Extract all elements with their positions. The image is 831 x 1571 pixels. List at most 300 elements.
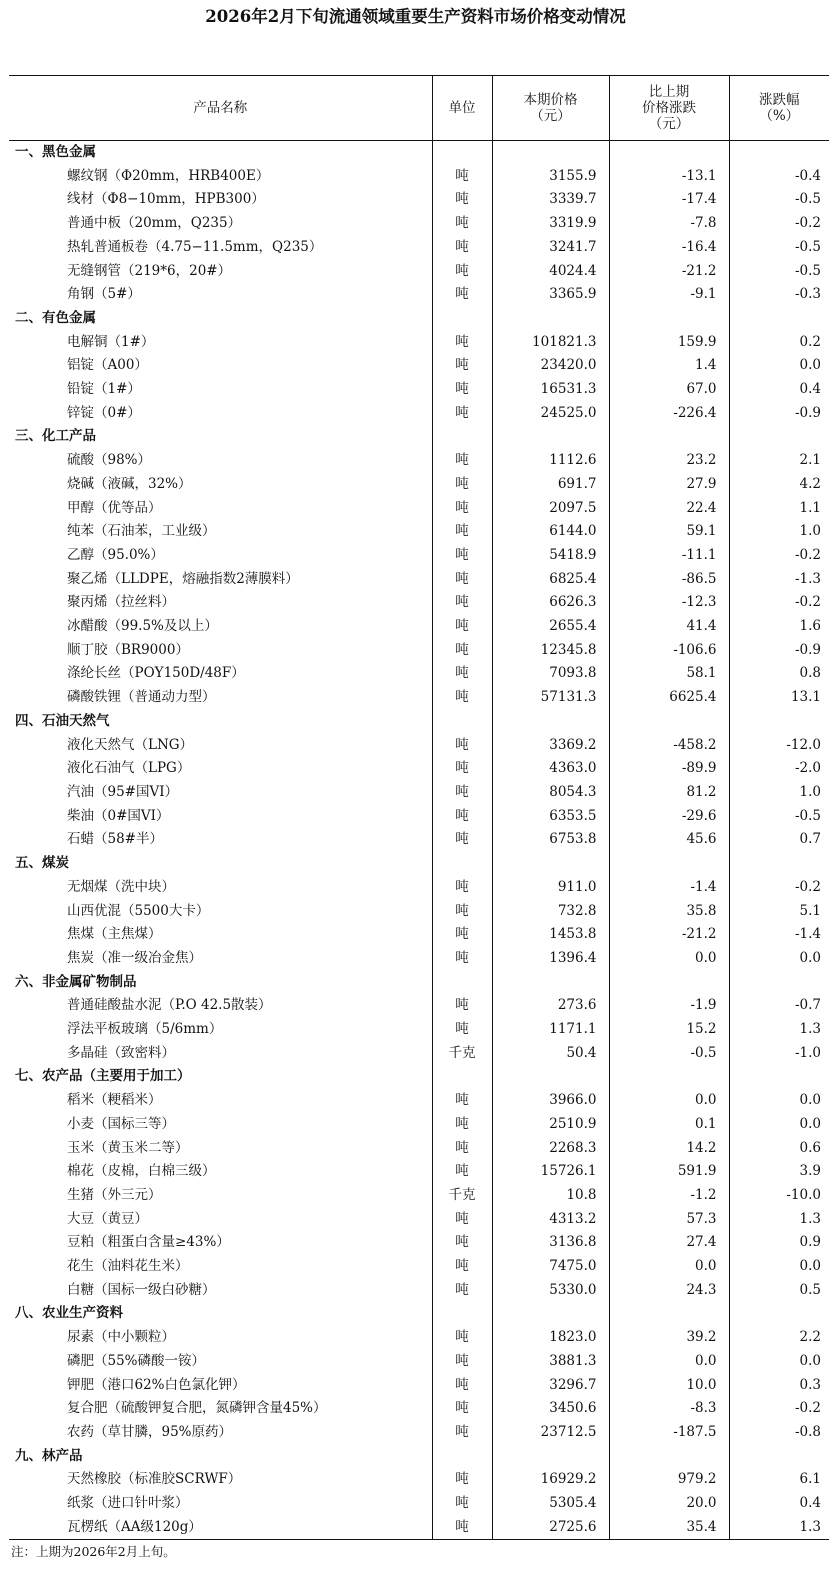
product-change: 0.0 <box>609 1350 729 1374</box>
product-price: 6353.5 <box>492 805 609 829</box>
product-unit: 吨 <box>432 260 492 284</box>
product-percent: 0.0 <box>729 1255 829 1279</box>
product-unit: 吨 <box>432 805 492 829</box>
page-title: 2026年2月下旬流通领域重要生产资料市场价格变动情况 <box>205 7 626 26</box>
category-unit-cell <box>432 141 492 165</box>
product-percent: 0.0 <box>729 1350 829 1374</box>
product-change: -21.2 <box>609 260 729 284</box>
table-row <box>9 662 829 686</box>
product-name: 稻米（粳稻米） <box>67 1092 162 1109</box>
table-row <box>9 378 829 402</box>
product-unit: 吨 <box>432 1018 492 1042</box>
product-change: 6625.4 <box>609 686 729 710</box>
category-unit-cell <box>432 710 492 734</box>
product-percent: -1.0 <box>729 1042 829 1066</box>
table-row <box>9 1350 829 1374</box>
product-name: 锌锭（0#） <box>67 404 141 421</box>
category-row <box>9 1445 829 1469</box>
product-name: 生猪（外三元） <box>67 1186 162 1203</box>
product-unit: 吨 <box>432 165 492 189</box>
product-price: 24525.0 <box>492 402 609 426</box>
product-percent: 1.1 <box>729 497 829 521</box>
category-change-cell <box>609 1065 729 1089</box>
product-unit: 吨 <box>432 686 492 710</box>
product-unit: 吨 <box>432 378 492 402</box>
table-row <box>9 947 829 971</box>
product-percent: -0.8 <box>729 1421 829 1445</box>
product-name: 豆粕（粗蛋白含量≥43%） <box>67 1234 230 1251</box>
product-price: 732.8 <box>492 900 609 924</box>
category-percent-cell <box>729 141 829 165</box>
category-unit-cell <box>432 307 492 331</box>
table-row <box>9 1137 829 1161</box>
category-price-cell <box>492 852 609 876</box>
category-row <box>9 1065 829 1089</box>
header-product-name-text: 产品名称 <box>193 100 248 116</box>
product-change: -29.6 <box>609 805 729 829</box>
product-change: 159.9 <box>609 331 729 355</box>
category-row <box>9 852 829 876</box>
product-unit: 吨 <box>432 402 492 426</box>
product-percent: 0.2 <box>729 331 829 355</box>
category-change-cell <box>609 1445 729 1469</box>
product-unit: 吨 <box>432 331 492 355</box>
product-percent: 1.3 <box>729 1516 829 1540</box>
table-row <box>9 1184 829 1208</box>
table-row <box>9 188 829 212</box>
category-price-cell <box>492 1445 609 1469</box>
product-change: 41.4 <box>609 615 729 639</box>
product-change: 45.6 <box>609 828 729 852</box>
product-percent: 2.2 <box>729 1326 829 1350</box>
header-price-line-1: 本期价格 <box>523 92 578 108</box>
product-name: 汽油（95#国VI） <box>67 783 179 800</box>
product-name: 冰醋酸（99.5%及以上） <box>67 618 218 635</box>
category-price-cell <box>492 1065 609 1089</box>
product-change: 35.8 <box>609 900 729 924</box>
product-percent: 6.1 <box>729 1468 829 1492</box>
product-price: 6626.3 <box>492 591 609 615</box>
product-unit: 吨 <box>432 1516 492 1540</box>
table-row <box>9 1374 829 1398</box>
product-price: 12345.8 <box>492 639 609 663</box>
product-change: 15.2 <box>609 1018 729 1042</box>
table-row <box>9 900 829 924</box>
product-change: 0.1 <box>609 1113 729 1137</box>
product-unit: 吨 <box>432 544 492 568</box>
product-unit: 吨 <box>432 1326 492 1350</box>
product-unit: 吨 <box>432 1279 492 1303</box>
product-percent: -0.2 <box>729 876 829 900</box>
product-unit: 吨 <box>432 1397 492 1421</box>
product-change: 81.2 <box>609 781 729 805</box>
table-row <box>9 1231 829 1255</box>
product-name: 磷肥（55%磷酸一铵） <box>67 1352 206 1369</box>
product-percent: 1.6 <box>729 615 829 639</box>
product-unit: 吨 <box>432 520 492 544</box>
product-name: 液化天然气（LNG） <box>67 736 194 753</box>
category-change-cell <box>609 971 729 995</box>
product-name: 玉米（黄玉米二等） <box>67 1139 189 1156</box>
table-row <box>9 615 829 639</box>
product-unit: 吨 <box>432 1231 492 1255</box>
table-row <box>9 1018 829 1042</box>
product-name: 液化石油气（LPG） <box>67 760 191 777</box>
product-percent: -0.9 <box>729 402 829 426</box>
product-percent: -0.7 <box>729 994 829 1018</box>
table-row <box>9 828 829 852</box>
product-unit: 吨 <box>432 639 492 663</box>
product-change: 39.2 <box>609 1326 729 1350</box>
product-unit: 吨 <box>432 1089 492 1113</box>
product-change: -86.5 <box>609 568 729 592</box>
product-unit: 吨 <box>432 615 492 639</box>
product-unit: 吨 <box>432 1137 492 1161</box>
product-percent: 2.1 <box>729 449 829 473</box>
category-percent-cell <box>729 1065 829 1089</box>
category-name: 一、黑色金属 <box>15 144 96 160</box>
product-unit: 吨 <box>432 947 492 971</box>
product-change: -12.3 <box>609 591 729 615</box>
category-price-cell <box>492 307 609 331</box>
product-name: 聚丙烯（拉丝料） <box>67 594 175 611</box>
table-row <box>9 1255 829 1279</box>
header-percent-line-2: （%） <box>759 108 800 124</box>
header-price-line-2: （元） <box>530 108 571 124</box>
product-unit: 吨 <box>432 1255 492 1279</box>
category-name: 九、林产品 <box>15 1447 83 1464</box>
table-row <box>9 591 829 615</box>
product-name: 尿素（中小颗粒） <box>67 1329 175 1346</box>
category-row <box>9 425 829 449</box>
category-percent-cell <box>729 710 829 734</box>
table-row <box>9 1042 829 1066</box>
product-change: 27.4 <box>609 1231 729 1255</box>
product-price: 1823.0 <box>492 1326 609 1350</box>
category-percent-cell <box>729 1445 829 1469</box>
product-name: 农药（草甘膦，95%原药） <box>67 1423 233 1440</box>
product-percent: -0.2 <box>729 544 829 568</box>
product-price: 691.7 <box>492 473 609 497</box>
product-unit: 吨 <box>432 188 492 212</box>
category-price-cell <box>492 425 609 449</box>
product-change: -11.1 <box>609 544 729 568</box>
category-row <box>9 141 829 165</box>
category-change-cell <box>609 141 729 165</box>
table-row <box>9 1516 829 1540</box>
table-row <box>9 923 829 947</box>
product-unit: 吨 <box>432 1421 492 1445</box>
product-percent: -0.3 <box>729 283 829 307</box>
product-percent: 0.9 <box>729 1231 829 1255</box>
product-change: 1.4 <box>609 354 729 378</box>
product-change: 57.3 <box>609 1208 729 1232</box>
product-name: 复合肥（硫酸钾复合肥，氮磷钾含量45%） <box>67 1400 327 1417</box>
product-unit: 吨 <box>432 497 492 521</box>
category-row <box>9 710 829 734</box>
category-row <box>9 971 829 995</box>
header-change-line-3: （元） <box>648 116 690 132</box>
product-price: 5418.9 <box>492 544 609 568</box>
table-row <box>9 544 829 568</box>
product-price: 3319.9 <box>492 212 609 236</box>
category-unit-cell <box>432 1302 492 1326</box>
product-percent: 1.3 <box>729 1018 829 1042</box>
product-unit: 吨 <box>432 1160 492 1184</box>
product-unit: 吨 <box>432 876 492 900</box>
product-unit: 吨 <box>432 212 492 236</box>
product-change: -21.2 <box>609 923 729 947</box>
product-price: 1453.8 <box>492 923 609 947</box>
product-percent: 1.0 <box>729 520 829 544</box>
product-unit: 吨 <box>432 1350 492 1374</box>
category-name: 五、煤炭 <box>15 855 69 872</box>
table-row <box>9 568 829 592</box>
product-unit: 吨 <box>432 449 492 473</box>
product-percent: 0.4 <box>729 378 829 402</box>
product-unit: 吨 <box>432 236 492 260</box>
product-name: 钾肥（港口62%白色氯化钾） <box>67 1376 246 1393</box>
product-name: 电解铜（1#） <box>67 333 155 350</box>
product-price: 1171.1 <box>492 1018 609 1042</box>
category-price-cell <box>492 971 609 995</box>
category-name: 三、化工产品 <box>15 428 96 445</box>
product-change: -226.4 <box>609 402 729 426</box>
product-change: -13.1 <box>609 165 729 189</box>
table-row <box>9 1397 829 1421</box>
product-name: 磷酸铁锂（普通动力型） <box>67 689 216 706</box>
table-row <box>9 805 829 829</box>
product-price: 7475.0 <box>492 1255 609 1279</box>
product-unit: 吨 <box>432 1468 492 1492</box>
product-percent: -0.4 <box>729 165 829 189</box>
product-change: 10.0 <box>609 1374 729 1398</box>
product-percent: -1.4 <box>729 923 829 947</box>
category-row <box>9 1302 829 1326</box>
category-unit-cell <box>432 425 492 449</box>
category-name: 四、石油天然气 <box>15 712 110 729</box>
product-name: 顺丁胶（BR9000） <box>67 641 189 658</box>
product-price: 3450.6 <box>492 1397 609 1421</box>
product-percent: 0.6 <box>729 1137 829 1161</box>
product-unit: 吨 <box>432 900 492 924</box>
product-change: 14.2 <box>609 1137 729 1161</box>
table-row <box>9 1492 829 1516</box>
category-name: 二、有色金属 <box>15 309 96 326</box>
category-percent-cell <box>729 1302 829 1326</box>
product-unit: 吨 <box>432 757 492 781</box>
product-change: 27.9 <box>609 473 729 497</box>
product-unit: 吨 <box>432 828 492 852</box>
product-unit: 吨 <box>432 994 492 1018</box>
product-change: 591.9 <box>609 1160 729 1184</box>
category-change-cell <box>609 307 729 331</box>
table-row <box>9 781 829 805</box>
product-price: 57131.3 <box>492 686 609 710</box>
product-unit: 吨 <box>432 1374 492 1398</box>
product-percent: 5.1 <box>729 900 829 924</box>
product-percent: 0.0 <box>729 1089 829 1113</box>
product-price: 5305.4 <box>492 1492 609 1516</box>
table-row <box>9 757 829 781</box>
table-row <box>9 876 829 900</box>
product-unit: 吨 <box>432 781 492 805</box>
category-change-cell <box>609 710 729 734</box>
product-price: 2655.4 <box>492 615 609 639</box>
product-change: -0.5 <box>609 1042 729 1066</box>
product-name: 纯苯（石油苯，工业级） <box>67 523 216 540</box>
product-unit: 吨 <box>432 473 492 497</box>
product-percent: 0.4 <box>729 1492 829 1516</box>
table-row <box>9 1160 829 1184</box>
product-price: 3136.8 <box>492 1231 609 1255</box>
category-price-cell <box>492 1302 609 1326</box>
product-name: 乙醇（95.0%） <box>67 546 164 563</box>
product-name: 天然橡胶（标准胶SCRWF） <box>67 1471 242 1488</box>
product-change: -17.4 <box>609 188 729 212</box>
product-price: 1112.6 <box>492 449 609 473</box>
category-unit-cell <box>432 852 492 876</box>
product-unit: 吨 <box>432 1113 492 1137</box>
product-name: 小麦（国标三等） <box>67 1115 175 1132</box>
product-price: 16929.2 <box>492 1468 609 1492</box>
table-row <box>9 449 829 473</box>
product-price: 101821.3 <box>492 331 609 355</box>
product-name: 线材（Φ8−10mm，HPB300） <box>67 191 265 208</box>
product-percent: 3.9 <box>729 1160 829 1184</box>
footnote: 注：上期为2026年2月上旬。 <box>11 1544 176 1559</box>
product-percent: 0.0 <box>729 947 829 971</box>
product-name: 焦煤（主焦煤） <box>67 926 162 943</box>
product-price: 50.4 <box>492 1042 609 1066</box>
category-name: 六、非金属矿物制品 <box>15 973 137 990</box>
table-row <box>9 1326 829 1350</box>
product-name: 无烟煤（洗中块） <box>67 878 175 895</box>
product-change: -1.2 <box>609 1184 729 1208</box>
product-change: 22.4 <box>609 497 729 521</box>
price-table <box>9 75 829 1540</box>
product-change: -8.3 <box>609 1397 729 1421</box>
product-price: 3966.0 <box>492 1089 609 1113</box>
product-name: 涤纶长丝（POY150D/48F） <box>67 665 245 682</box>
product-percent: 4.2 <box>729 473 829 497</box>
product-percent: 0.0 <box>729 1113 829 1137</box>
product-change: 0.0 <box>609 1089 729 1113</box>
product-change: 20.0 <box>609 1492 729 1516</box>
category-percent-cell <box>729 307 829 331</box>
product-price: 273.6 <box>492 994 609 1018</box>
product-unit: 吨 <box>432 1208 492 1232</box>
product-name: 铝锭（A00） <box>67 357 148 374</box>
product-unit: 吨 <box>432 734 492 758</box>
product-percent: 0.5 <box>729 1279 829 1303</box>
product-change: 23.2 <box>609 449 729 473</box>
product-price: 3241.7 <box>492 236 609 260</box>
product-price: 2097.5 <box>492 497 609 521</box>
product-price: 2268.3 <box>492 1137 609 1161</box>
product-price: 3881.3 <box>492 1350 609 1374</box>
product-change: -9.1 <box>609 283 729 307</box>
product-percent: -0.2 <box>729 591 829 615</box>
product-price: 2510.9 <box>492 1113 609 1137</box>
table-row <box>9 402 829 426</box>
table-row <box>9 639 829 663</box>
product-name: 硫酸（98%） <box>67 452 152 469</box>
category-unit-cell <box>432 1445 492 1469</box>
product-name: 山西优混（5500大卡） <box>67 902 210 919</box>
table-row <box>9 165 829 189</box>
header-price <box>492 76 609 141</box>
product-unit: 吨 <box>432 923 492 947</box>
product-change: 35.4 <box>609 1516 729 1540</box>
product-percent: 13.1 <box>729 686 829 710</box>
header-product-name <box>9 76 432 141</box>
table-row <box>9 212 829 236</box>
table-row <box>9 283 829 307</box>
category-price-cell <box>492 141 609 165</box>
product-price: 1396.4 <box>492 947 609 971</box>
product-name: 瓦楞纸（AA级120g） <box>9 1516 432 1540</box>
category-change-cell <box>609 425 729 449</box>
product-name: 浮法平板玻璃（5/6mm） <box>67 1021 223 1038</box>
product-name: 多晶硅（致密料） <box>67 1044 175 1061</box>
category-change-cell <box>609 852 729 876</box>
product-percent: -2.0 <box>729 757 829 781</box>
product-name: 普通中板（20mm，Q235） <box>67 215 242 232</box>
header-change-line-2: 价格涨跌 <box>642 100 696 116</box>
category-price-cell <box>492 710 609 734</box>
product-name: 聚乙烯（LLDPE，熔融指数2薄膜料） <box>67 570 299 587</box>
product-price: 911.0 <box>492 876 609 900</box>
product-percent: 0.3 <box>729 1374 829 1398</box>
product-price: 4363.0 <box>492 757 609 781</box>
table-row <box>9 1279 829 1303</box>
table-row <box>9 1113 829 1137</box>
table-row <box>9 260 829 284</box>
category-percent-cell <box>729 852 829 876</box>
product-percent: -0.2 <box>729 212 829 236</box>
product-percent: 1.3 <box>729 1208 829 1232</box>
product-name: 烧碱（液碱，32%） <box>67 475 192 492</box>
product-name: 无缝钢管（219*6，20#） <box>67 262 232 279</box>
category-row <box>9 307 829 331</box>
header-unit-text: 单位 <box>448 100 476 116</box>
product-name: 铅锭（1#） <box>67 381 141 398</box>
category-unit-cell <box>432 971 492 995</box>
table-row <box>9 520 829 544</box>
table-body <box>9 141 829 1540</box>
product-price: 3155.9 <box>492 165 609 189</box>
product-change: -7.8 <box>609 212 729 236</box>
product-name: 白糖（国标一级白砂糖） <box>67 1281 216 1298</box>
category-change-cell <box>609 1302 729 1326</box>
product-change: -89.9 <box>609 757 729 781</box>
product-unit: 吨 <box>432 662 492 686</box>
category-name: 七、农产品（主要用于加工） <box>15 1068 191 1085</box>
product-percent: -0.9 <box>729 639 829 663</box>
header-percent <box>729 76 829 141</box>
header-percent-line-1: 涨跌幅 <box>759 92 800 108</box>
product-percent: -1.3 <box>729 568 829 592</box>
product-name: 螺纹钢（Φ20mm，HRB400E） <box>67 167 270 184</box>
product-percent: 0.7 <box>729 828 829 852</box>
product-unit: 千克 <box>432 1184 492 1208</box>
table-row <box>9 473 829 497</box>
product-unit: 吨 <box>432 283 492 307</box>
product-percent: -0.2 <box>729 1397 829 1421</box>
table-row <box>9 354 829 378</box>
table-row <box>9 1208 829 1232</box>
